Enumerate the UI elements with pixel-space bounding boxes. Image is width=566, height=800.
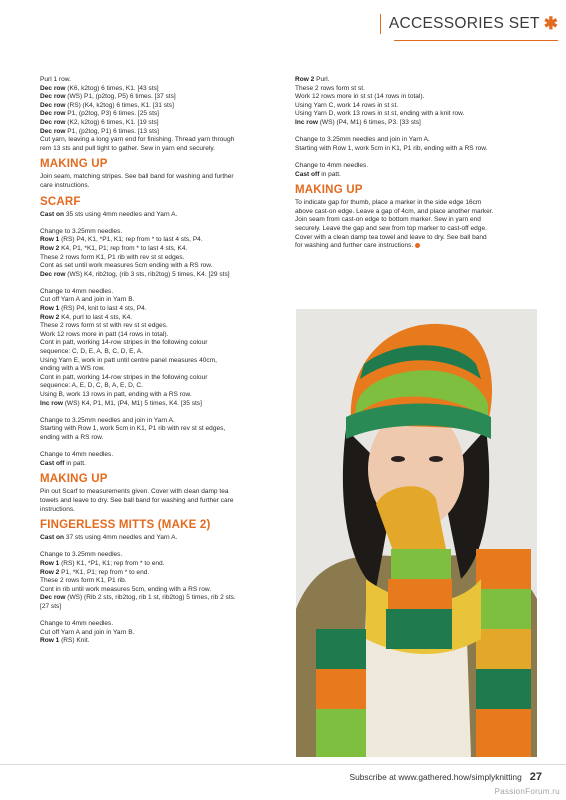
instruction-line (295, 110, 531, 119)
instruction-term: Row 1 (40, 305, 60, 313)
section-heading: FINGERLESS MITTS (MAKE 2) (40, 519, 211, 532)
instruction-text: (RS) K1, *P1, K1; rep from * to end. (59, 559, 165, 567)
instruction-text: Purl 1 row. (40, 76, 71, 83)
instruction-text: Cover with a clean damp tea towel and leave to dry. See ball band (295, 233, 487, 241)
instruction-line (40, 534, 284, 543)
footer-rule (0, 764, 566, 765)
instruction-text: (WS) P1, (p2tog, P5) 6 times. [37 sts] (65, 93, 176, 101)
instruction-line (40, 577, 284, 586)
instruction-text: Starting with Row 1, work 5cm in K1, P1 rib with rev st st edges, (40, 425, 226, 433)
instruction-line (295, 93, 531, 102)
right-text-column (295, 76, 531, 251)
instruction-text: Change to 3.25mm needles. (40, 227, 123, 235)
instruction-term: Cast on (40, 210, 65, 218)
instruction-text: (RS) (K4, k2tog) 6 times, K1. [31 sts] (65, 101, 174, 109)
instruction-text: Purl. (314, 76, 330, 83)
instruction-text: Using B, work 13 rows in patt, ending with a RS row. (40, 391, 192, 398)
instruction-line (40, 110, 284, 119)
instruction-text: (RS) P4, knit to last 4 sts, P4. (59, 305, 147, 313)
instruction-text: Change to 4mm needles. (295, 161, 369, 169)
instruction-term: Dec row (40, 110, 66, 118)
spacer (40, 279, 284, 288)
instruction-line (40, 451, 284, 460)
instruction-text: ending with a RS row. (40, 433, 104, 441)
instruction-text: (WS) (Rib 2 sts, rib2tog, rib 1 st, rib2tog) 5 times, rib 2 sts. (65, 594, 236, 602)
instruction-text: (K6, k2tog) 6 times, K1. [43 sts] (65, 84, 159, 92)
instruction-text: Using Yarn C, work 14 rows in st st. (295, 101, 399, 109)
instruction-text: above cast-on edge. Leave a gap of 4cm, and place another marker. (295, 207, 494, 215)
instruction-line (295, 119, 531, 128)
instruction-line (40, 434, 284, 443)
instruction-line (40, 271, 284, 280)
instruction-line (40, 85, 284, 94)
instruction-text: Pin out Scarf to measurements given. Cover with clean damp tea (40, 488, 229, 496)
instruction-text: (RS) P4, K1, *P1, K1; rep from * to last 4 sts, P4. (59, 236, 203, 244)
instruction-text: To indicate gap for thumb, place a marker in the side edge 16cm (295, 199, 482, 207)
instruction-term: Dec row (40, 118, 66, 126)
instruction-line (40, 136, 284, 145)
instruction-text: in patt. (319, 170, 341, 178)
section-heading: MAKING UP (40, 473, 108, 486)
instruction-line (40, 173, 284, 182)
instruction-term: Cast off (40, 459, 65, 467)
instruction-text: for washing and further care instructions. (295, 242, 414, 250)
instruction-line (295, 76, 531, 85)
instruction-line (40, 76, 284, 85)
instruction-text: Cut off Yarn A and join in Yarn B. (40, 628, 135, 636)
instruction-text: Join seam, matching stripes. See ball band for washing and further (40, 173, 234, 181)
instruction-line (40, 382, 284, 391)
instruction-line (295, 85, 531, 94)
instruction-line (40, 620, 284, 629)
instruction-term: Dec row (40, 270, 66, 278)
instruction-line (295, 102, 531, 111)
instruction-line (40, 262, 284, 271)
instruction-text: Cont in patt, working 14-row stripes in the following colour (40, 339, 208, 347)
instruction-text: Change to 4mm needles. (40, 451, 114, 459)
subscribe-link[interactable]: Subscribe at www.gathered.how/simplyknitting (349, 772, 522, 782)
instruction-term: Inc row (40, 399, 63, 407)
section-heading: MAKING UP (295, 184, 363, 197)
instruction-line (40, 586, 284, 595)
instruction-line (40, 603, 284, 612)
section-heading: SCARF (40, 195, 81, 208)
instruction-line (295, 136, 531, 145)
instruction-line (40, 245, 284, 254)
instruction-text: Cont in rib until work measures 5cm, ending with a RS row. (40, 585, 212, 593)
instruction-line (40, 365, 284, 374)
page-footer (350, 771, 543, 783)
instruction-term: Dec row (40, 84, 66, 92)
instruction-line (40, 296, 284, 305)
instruction-text: P1, (p2tog, P1) 6 times. [13 sts] (65, 127, 159, 135)
page-number: 27 (529, 771, 542, 783)
instruction-term: Cast on (40, 534, 65, 542)
instruction-text: Work 12 rows more in patt (14 rows in total). (40, 330, 169, 338)
instruction-line (40, 551, 284, 560)
instruction-line (40, 629, 284, 638)
instruction-text: Starting with Row 1, work 5cm in K1, P1 rib, ending with a RS row. (295, 144, 488, 152)
page-header (380, 14, 558, 34)
instruction-term: Row 2 (40, 313, 60, 321)
instruction-term: Dec row (40, 101, 66, 109)
instruction-text: instructions. (40, 505, 75, 513)
instruction-term: Row 2 (40, 568, 60, 576)
instruction-line (40, 400, 284, 409)
instruction-line (40, 288, 284, 297)
spacer (295, 128, 531, 137)
instruction-text: care instructions. (40, 181, 90, 189)
instruction-line (295, 225, 531, 234)
instruction-line (295, 162, 531, 171)
instruction-text: Cont as set until work measures 5cm ending with a RS row. (40, 262, 213, 270)
instruction-line (40, 391, 284, 400)
instruction-line (40, 331, 284, 340)
instruction-line (40, 228, 284, 237)
instruction-text: [27 sts] (40, 602, 62, 610)
instruction-text: (WS) (P4, M1) 6 times, P3. [33 sts] (317, 118, 421, 126)
left-text-column (40, 76, 284, 646)
instruction-text: (WS) K4, rib2tog, (rib 3 sts, rib2tog) 5 times, K4. [29 sts] (65, 270, 230, 278)
instruction-text: P1, *K1, P1; rep from * to end. (59, 568, 150, 576)
instruction-term: Inc row (295, 118, 318, 126)
spacer (40, 219, 284, 228)
instruction-text: Join seam from cast-on edge to bottom marker. Sew in yarn end (295, 216, 481, 224)
instruction-line (40, 102, 284, 111)
instruction-line (295, 242, 531, 251)
instruction-text: (WS) K4, P1, M1, (P4, M1) 5 times, K4. [35 sts] (62, 399, 202, 407)
instruction-term: Row 1 (40, 236, 60, 244)
spacer (40, 443, 284, 452)
instruction-text: Cut yarn, leaving a long yarn end for finishing. Thread yarn through (40, 136, 235, 144)
instruction-line (40, 314, 284, 323)
watermark: PassionForum.ru (494, 787, 560, 796)
instruction-line (40, 236, 284, 245)
instruction-text: K4, P1, *K1, P1; rep from * to last 4 sts, K4. (59, 244, 188, 252)
instruction-line (40, 211, 284, 220)
instruction-text: Change to 3.25mm needles. (40, 551, 123, 559)
instruction-text: in patt. (64, 459, 86, 467)
instruction-line (295, 171, 531, 180)
instruction-line (40, 119, 284, 128)
instruction-text: These 2 rows form K1, P1 rib. (40, 577, 127, 585)
instruction-text: Cut off Yarn A and join in Yarn B. (40, 296, 135, 304)
instruction-text: rem 13 sts and pull tight to gather. Sew in yarn end securely. (40, 144, 215, 152)
instruction-line (40, 254, 284, 263)
instruction-line (40, 497, 284, 506)
instruction-line (40, 460, 284, 469)
instruction-text: (RS) Knit. (59, 637, 90, 645)
instruction-text: towels and leave to dry. See ball band for washing and further care (40, 496, 234, 504)
instruction-term: Dec row (40, 93, 66, 101)
instruction-line (40, 93, 284, 102)
instruction-term: Dec row (40, 594, 66, 602)
instruction-line (295, 145, 531, 154)
instruction-text: Change to 3.25mm needles and join in Yarn A. (295, 136, 430, 144)
instruction-line (40, 128, 284, 137)
instruction-text: Cont in patt, working 14-row stripes in the following colour (40, 373, 208, 381)
header-rule (394, 40, 558, 41)
instruction-term: Row 1 (40, 559, 60, 567)
instruction-term: Row 1 (40, 637, 60, 645)
instruction-line (295, 234, 531, 243)
instruction-text: These 2 rows form st st with rev st st edges. (40, 322, 168, 330)
instruction-line (295, 216, 531, 225)
instruction-text: securely. Leave the gap and sew from top marker to cast-off edge. (295, 224, 487, 232)
instruction-line (40, 357, 284, 366)
instruction-line (40, 569, 284, 578)
instruction-term: Row 2 (295, 76, 315, 83)
instruction-text: Work 12 rows more in st st (14 rows in total). (295, 93, 425, 101)
instruction-line (40, 425, 284, 434)
instruction-text: Change to 3.25mm needles and join in Yarn A. (40, 416, 175, 424)
star-icon: ✱ (543, 14, 558, 33)
spacer (40, 543, 284, 552)
instruction-line (40, 417, 284, 426)
instruction-line (40, 348, 284, 357)
instruction-text: Using Yarn E, work in patt until centre panel measures 40cm, (40, 356, 217, 364)
instruction-line (40, 182, 284, 191)
instruction-text: K4, purl to last 4 sts, K4. (59, 313, 133, 321)
end-marker-icon (415, 243, 420, 248)
instruction-line (40, 488, 284, 497)
instruction-text: P1, (p2tog, P3) 6 times. [25 sts] (65, 110, 159, 118)
instruction-text: sequence: C, D, E, A, B, C, D, E, A. (40, 348, 143, 356)
instruction-text: 37 sts using 4mm needles and Yarn A. (64, 534, 178, 542)
instruction-term: Dec row (40, 127, 66, 135)
eye-right (429, 456, 443, 462)
instruction-line (40, 305, 284, 314)
instruction-text: These 2 rows form K1, P1 rib with rev st st edges. (40, 253, 185, 261)
model-photo (296, 309, 537, 757)
instruction-line (40, 374, 284, 383)
section-heading: MAKING UP (40, 158, 108, 171)
instruction-term: Cast off (295, 170, 320, 178)
instruction-line (40, 145, 284, 154)
instruction-text: Using Yarn D, work 13 rows in st st, ending with a knit row. (295, 110, 465, 118)
instruction-text: (K2, k2tog) 6 times, K1. [19 sts] (65, 118, 159, 126)
spacer (40, 408, 284, 417)
spacer (295, 153, 531, 162)
instruction-line (40, 637, 284, 646)
section-title: ACCESSORIES SET (380, 14, 540, 34)
instruction-term: Row 2 (40, 244, 60, 252)
instruction-line (40, 506, 284, 515)
instruction-text: Change to 4mm needles. (40, 287, 114, 295)
instruction-line (40, 339, 284, 348)
instruction-line (295, 199, 531, 208)
eye-left (391, 456, 405, 462)
instruction-text: 35 sts using 4mm needles and Yarn A. (64, 210, 178, 218)
instruction-line (40, 560, 284, 569)
instruction-text: Change to 4mm needles. (40, 620, 114, 628)
spacer (40, 611, 284, 620)
instruction-line (40, 594, 284, 603)
instruction-text: ending with a WS row. (40, 365, 105, 373)
instruction-text: sequence: A, E, D, C, B, A, E, D, C. (40, 382, 143, 390)
instruction-text: These 2 rows form st st. (295, 84, 365, 92)
instruction-line (295, 208, 531, 217)
instruction-line (40, 322, 284, 331)
